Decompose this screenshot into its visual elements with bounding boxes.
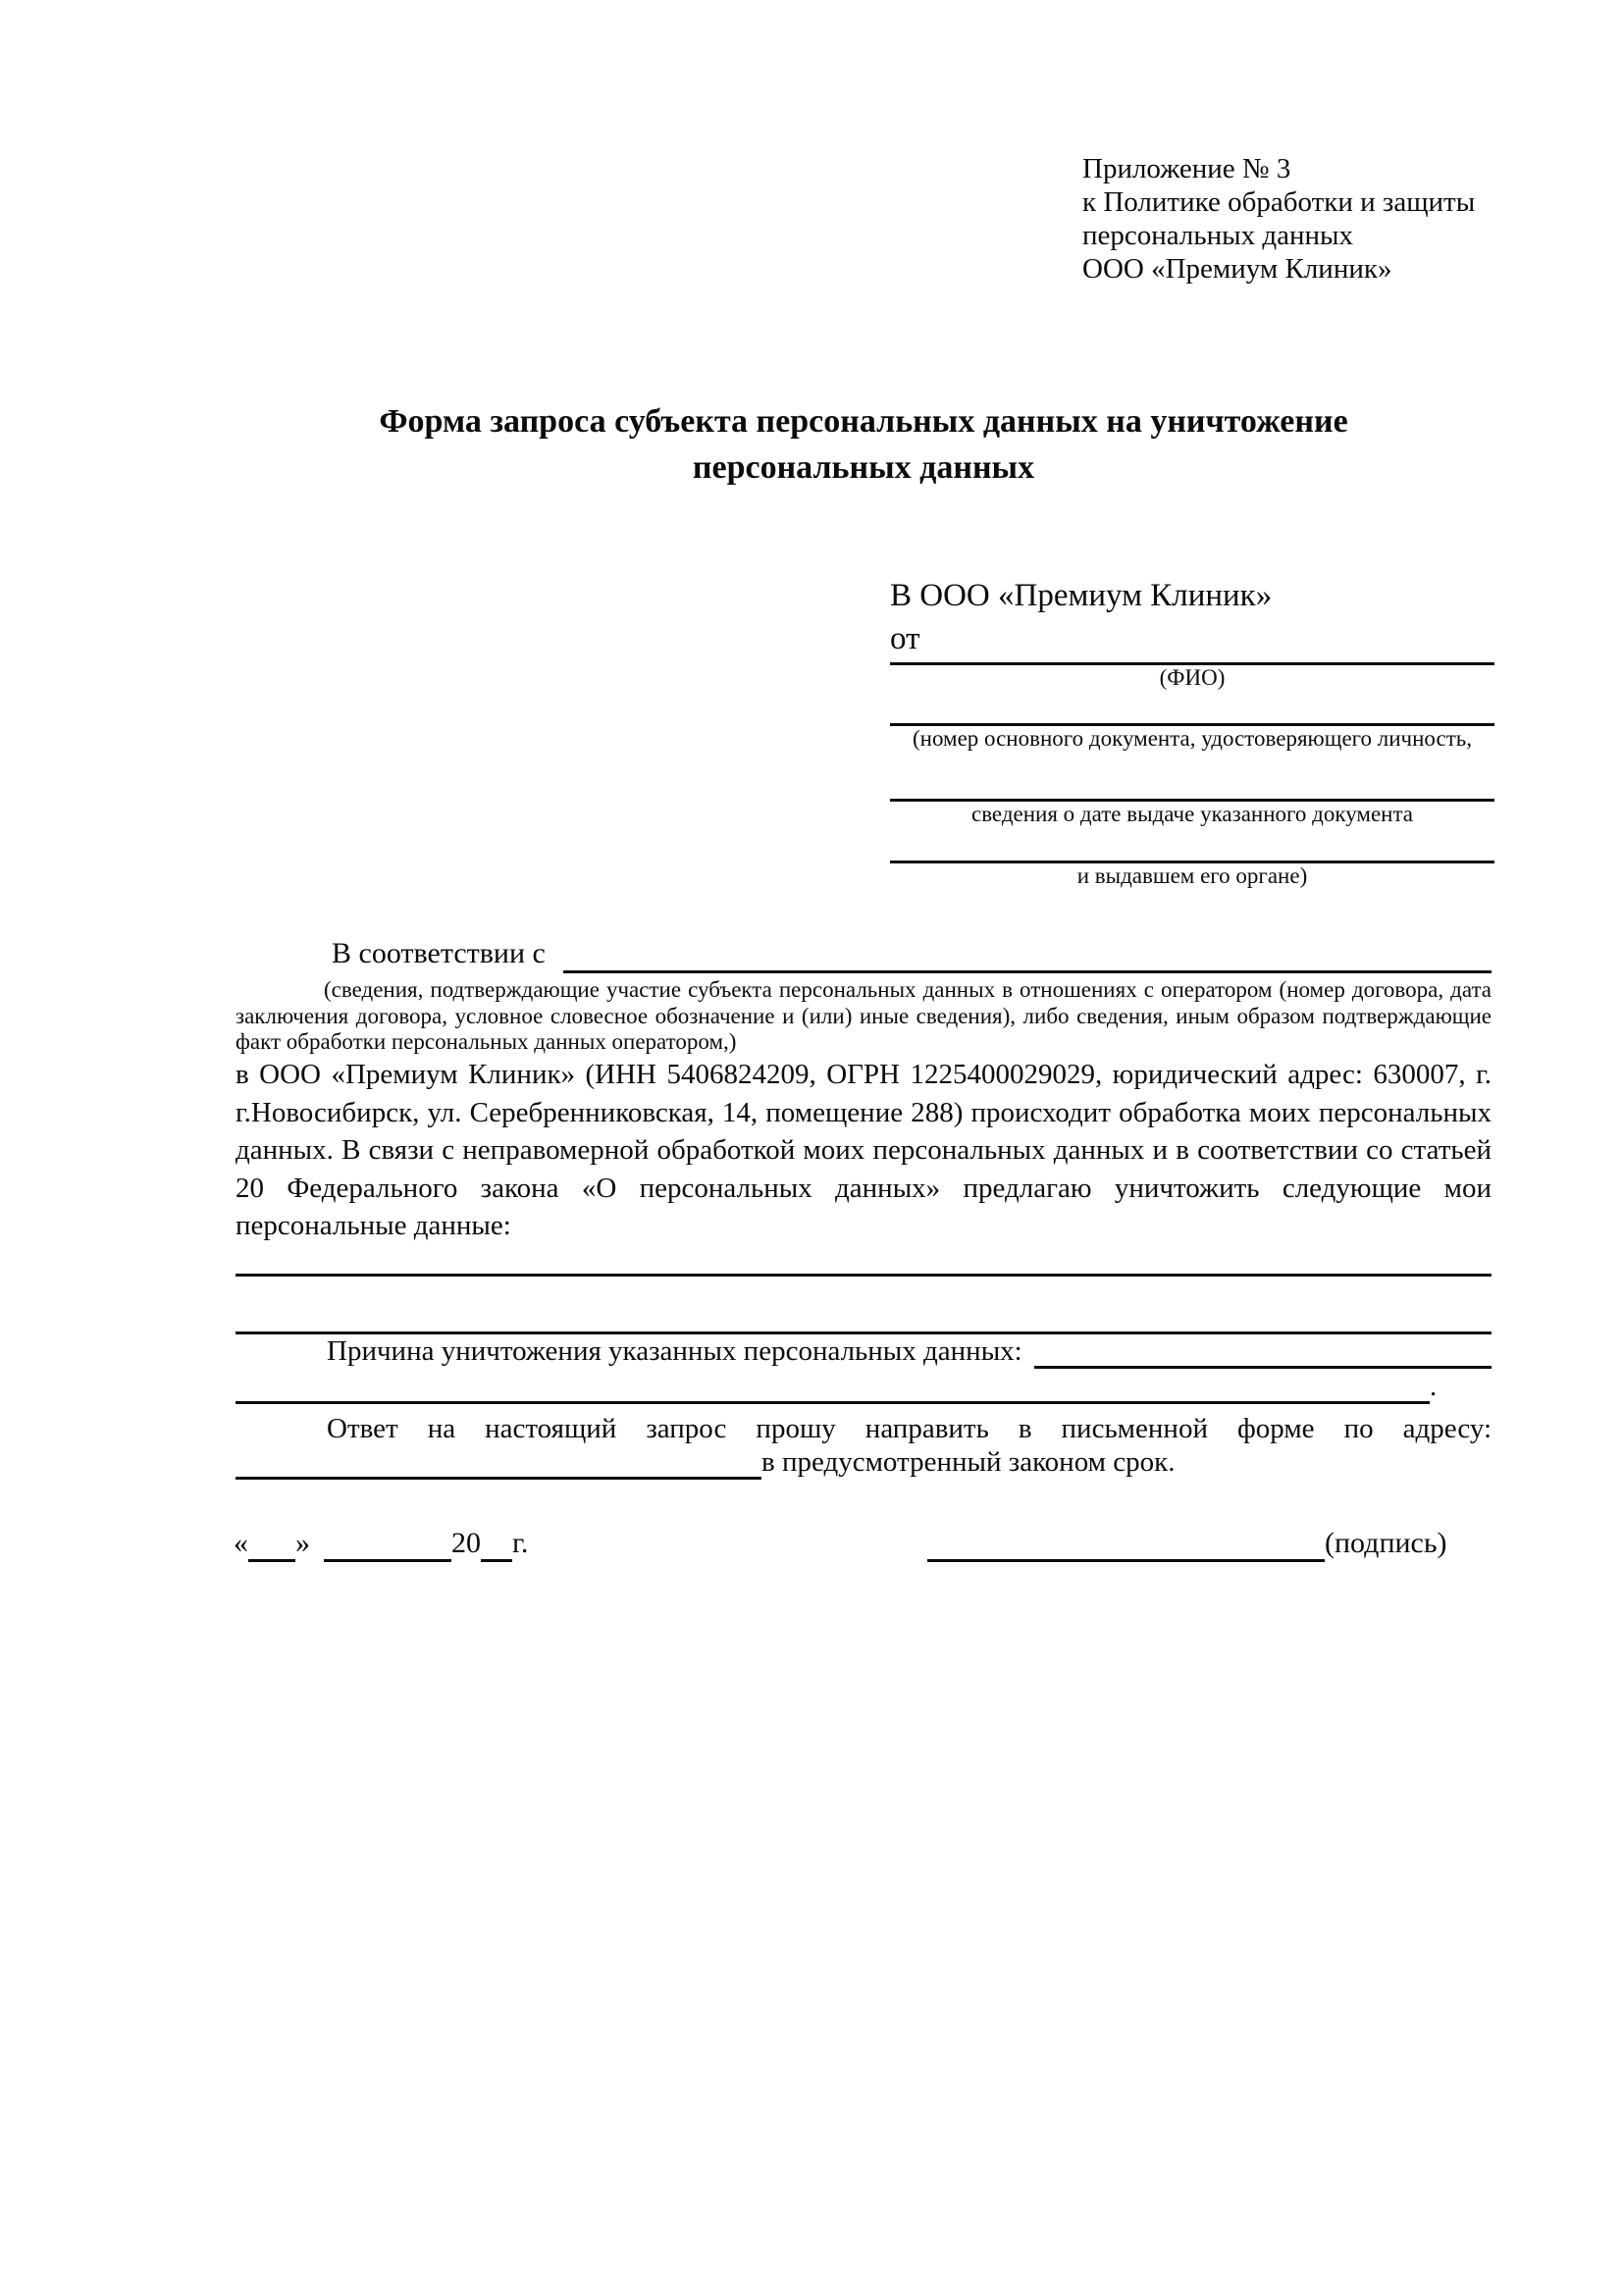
addressee-to: В ООО «Премиум Клиник» <box>890 578 1273 613</box>
addressee-from-label: от <box>890 621 920 656</box>
addressee-block <box>890 574 1494 889</box>
fio-caption: (ФИО) <box>1159 665 1226 690</box>
reply-line: Ответ на настоящий запрос прошу направить в письменной форме по адресу: <box>327 1413 1492 1444</box>
doc-issuer-caption: и выдавшем его органе) <box>1076 863 1308 888</box>
accordance-line <box>236 934 1492 973</box>
accordance-blank-line[interactable] <box>563 934 1492 973</box>
accordance-label: В соответствии с <box>332 937 546 969</box>
header-note-line: ООО «Премиум Клиник» <box>1082 253 1392 285</box>
reason-continuation-blank-line[interactable] <box>236 1370 1430 1404</box>
year-prefix: 20 <box>451 1527 481 1559</box>
header-note-line: Приложение № 3 <box>1082 153 1291 184</box>
date-group <box>234 1525 528 1562</box>
reason-blank-line[interactable] <box>1034 1334 1492 1369</box>
year-suffix: г. <box>512 1527 529 1559</box>
form-title-line: Форма запроса субъекта персональных данных на уничтожение <box>379 403 1348 440</box>
quote-open: « <box>234 1527 248 1559</box>
reply-address-blank-line[interactable] <box>236 1444 761 1480</box>
period: . <box>1430 1371 1438 1402</box>
year-blank[interactable] <box>481 1530 512 1562</box>
day-blank[interactable] <box>248 1530 295 1562</box>
reply-address-row <box>236 1444 1492 1480</box>
main-paragraph: в ООО «Премиум Клиник» (ИНН 5406824209, ОГРН 1225400029029, юридический адрес: 630007, г. г.Новосибирск, ул. Серебренниковская, 14, помещение 288) происходит обработка моих персональных данных. В связи с неправомерной обработкой моих персональных данных и в соответствии со статьей 20 Федерального закона «О персональных данных» предлагаю уничтожить следующие мои персональные данные: <box>236 1059 1492 1242</box>
form-title <box>236 398 1492 491</box>
data-blank-line-1[interactable] <box>236 1234 1492 1277</box>
doc-date-caption: сведения о дате выдаче указанного документа <box>970 802 1414 826</box>
reason-line <box>236 1334 1492 1369</box>
data-blank-line-2[interactable] <box>236 1292 1492 1334</box>
header-note-line: к Политике обработки и защиты <box>1082 186 1476 218</box>
header-note-line: персональных данных <box>1082 220 1354 251</box>
header-note <box>1082 152 1475 286</box>
reason-continuation-line <box>236 1370 1492 1404</box>
doc-number-caption: (номер основного документа, удостоверяющего личность, <box>912 726 1472 751</box>
quote-close: » <box>295 1527 310 1559</box>
reply-tail: в предусмотренный законом срок. <box>761 1446 1176 1478</box>
reason-label: Причина уничтожения указанных персональных данных: <box>327 1335 1022 1367</box>
date-signature-row <box>0 1521 1623 1562</box>
month-blank[interactable] <box>324 1530 451 1562</box>
signature-group <box>927 1525 1447 1562</box>
signature-blank-line[interactable] <box>927 1530 1325 1562</box>
signature-caption: (подпись) <box>1325 1527 1447 1559</box>
form-title-line: персональных данных <box>692 449 1035 486</box>
fine-print: (сведения, подтверждающие участие субъекта персональных данных в отношениях с оператором (номер договора, дата заключения договора, условное словесное обозначение и (или) иные сведения), либо сведения, иным образом подтверждающие факт обработки персональных данных оператором,) <box>236 977 1492 1054</box>
